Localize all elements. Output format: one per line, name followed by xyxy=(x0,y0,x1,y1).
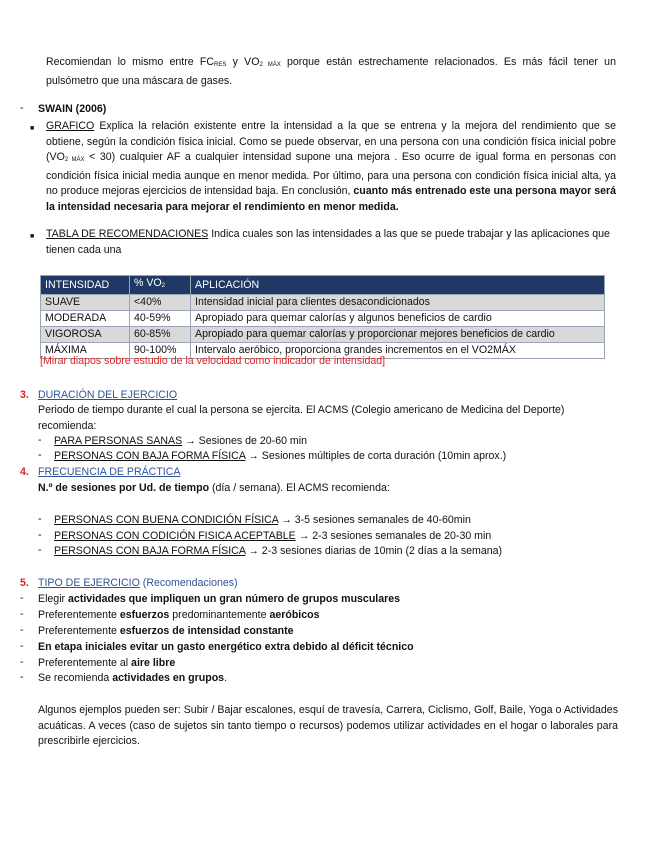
duracion-text: Periodo de tiempo durante el cual la persona se ejercita. El ACMS (Colegio americano de Medicina del Deporte) recomienda: xyxy=(38,404,565,432)
square-bullet-icon: ■ xyxy=(30,233,35,240)
swain-grafico-paragraph: GRAFICO Explica la relación existente entre la intensidad a la que se entrena y la mejora del rendimiento que se obtiene, según la condición física inicial. Como se puede observar, en una persona con una condición física inicial pobre $(VO_{2 MÁX} < 30)$ cualquier AF a cualquier intensidad supone una mejora . Eso ocurre de igual forma en personas con condición física inicial media aunque en menor medida. Por último, para una persona con condición física inicial alta, ya no produce mejoras ejercicios de intensidad baja. En conclusión, cuanto más entrenado este una persona mayor será la intensidad necesaria para mejorar el rendimiento en menor medida. xyxy=(46,120,616,213)
tipo-item: Preferentemente al aire libre xyxy=(38,657,176,669)
swain-dash: - xyxy=(20,102,24,114)
grafico-label: GRAFICO xyxy=(46,120,95,132)
frecuencia-item: PERSONAS CON BAJA FORMA FÍSICA → 2-3 sesiones diarias de 10min (2 días a la semana) xyxy=(54,545,503,557)
square-bullet-icon: ■ xyxy=(30,125,35,132)
table-note: [Mirar diapos sobre estudio de la velocidad como indicador de intensidad] xyxy=(40,355,386,367)
tipo-item: Se recomienda actividades en grupos. xyxy=(38,672,228,684)
section-3-title: DURACIÓN DEL EJERCICIO xyxy=(38,389,178,401)
tipo-item: En etapa iniciales evitar un gasto energético extra debido al déficit técnico xyxy=(38,641,414,653)
swain-tabla-paragraph: TABLA DE RECOMENDACIONES Indica cuales son las intensidades a las que se puede trabajar y las aplicaciones que tienen cada una xyxy=(46,228,610,256)
section-4-title: FRECUENCIA DE PRÁCTICA xyxy=(38,466,181,478)
tipo-item: Preferentemente esfuerzos predominantemente aeróbicos xyxy=(38,609,320,621)
table-row: MÁXIMA 90-100% Intervalo aeróbico, proporciona grandes incrementos en el VO2MÁX xyxy=(41,343,605,359)
table-row: VIGOROSA 60-85% Apropiado para quemar calorías y proporcionar mejores beneficios de cardio xyxy=(41,327,605,343)
header-vo2: % $VO_2$ xyxy=(130,276,191,295)
intro-paragraph: Recomiendan lo mismo entre $FC_{RES}$ y $VO_{2 MÁX}$ porque están estrechamente relacionados. Es más fácil tener un pulsómetro que una máscara de gases. xyxy=(46,56,616,87)
tipo-examples: Algunos ejemplos pueden ser: Subir / Bajar escalones, esquí de travesía, Carrera, Ciclismo, Golf, Baile, Yoga o Actividades acuáticas. A veces (caso de sujetos sin tanto tiempo o recursos) podemos utilizar actividades en el hogar o laborales para prescribirle ejercicios. xyxy=(38,704,618,747)
duracion-item: PERSONAS CON BAJA FORMA FÍSICA → Sesiones múltiples de corta duración (10min aprox.) xyxy=(54,450,507,462)
tipo-item: Preferentemente esfuerzos de intensidad constante xyxy=(38,625,294,637)
section-4-number: 4. xyxy=(20,466,29,478)
table-row: MODERADA 40-59% Apropiado para quemar calorías y algunos beneficios de cardio xyxy=(41,311,605,327)
frecuencia-text: N.º de sesiones por Ud. de tiempo (día / semana). El ACMS recomienda: xyxy=(38,482,390,494)
frecuencia-item: PERSONAS CON BUENA CONDICIÓN FÍSICA → 3-5 sesiones semanales de 40-60min xyxy=(54,514,471,526)
tipo-item: Elegir actividades que impliquen un gran número de grupos musculares xyxy=(38,593,401,605)
section-5-number: 5. xyxy=(20,577,29,589)
section-5-title: TIPO DE EJERCICIO (Recomendaciones) xyxy=(38,577,238,589)
section-3-number: 3. xyxy=(20,389,29,401)
header-aplicacion: APLICACIÓN xyxy=(191,276,605,295)
table-row: SUAVE <40% Intensidad inicial para clientes desacondicionados xyxy=(41,295,605,311)
duracion-item: PARA PERSONAS SANAS → Sesiones de 20-60 min xyxy=(54,435,307,447)
recommendations-table xyxy=(40,275,605,359)
header-intensidad: INTENSIDAD xyxy=(41,276,130,295)
tabla-label: TABLA DE RECOMENDACIONES xyxy=(46,228,209,240)
frecuencia-item: PERSONAS CON CODICIÓN FISICA ACEPTABLE → 2-3 sesiones semanales de 20-30 min xyxy=(54,530,492,542)
table-header-row xyxy=(41,276,605,295)
swain-title: SWAIN (2006) xyxy=(38,103,107,115)
